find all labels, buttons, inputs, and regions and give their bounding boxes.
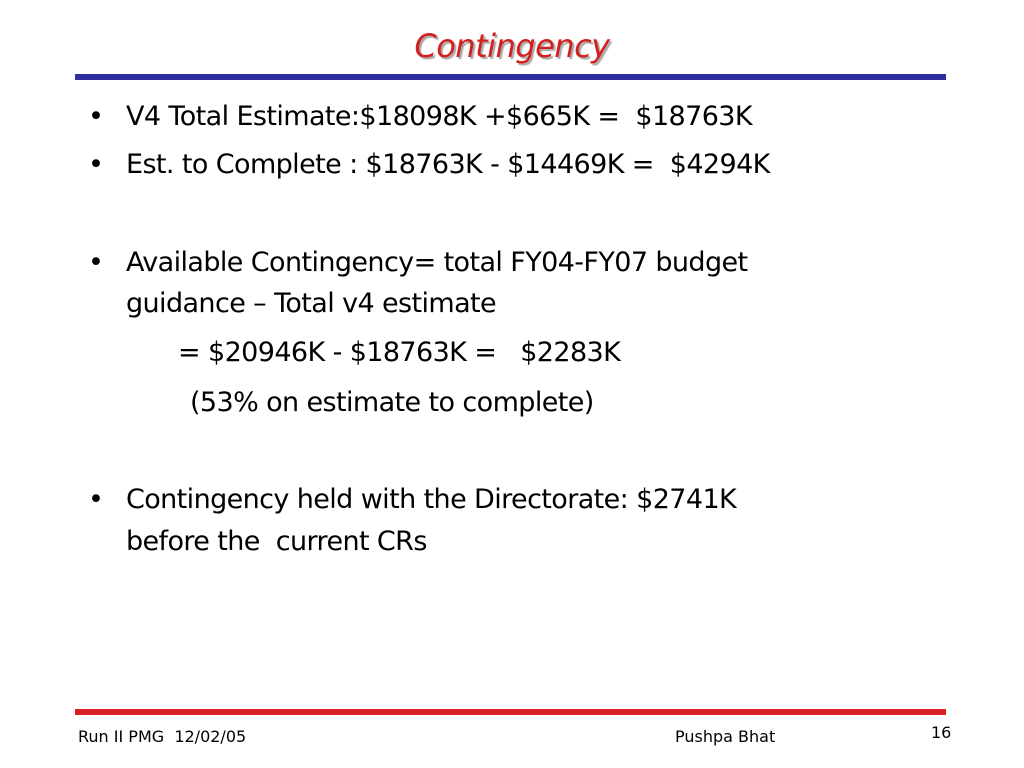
bullet-icon: • bbox=[88, 247, 104, 278]
contingency-percentage-note: (53% on estimate to complete) bbox=[190, 387, 594, 418]
page-number: 16 bbox=[931, 723, 952, 742]
bullet-directorate-contingency: Contingency held with the Directorate: $2741K bbox=[126, 484, 737, 515]
bullet-available-contingency-continuation: guidance – Total v4 estimate bbox=[126, 288, 497, 319]
footer-author: Pushpa Bhat bbox=[675, 727, 776, 746]
footer-meeting-date: Run II PMG 12/02/05 bbox=[78, 727, 247, 746]
bullet-icon: • bbox=[88, 149, 104, 180]
bullet-icon: • bbox=[88, 484, 104, 515]
contingency-calculation: = $20946K - $18763K = $2283K bbox=[178, 337, 621, 368]
slide-title: Contingency bbox=[414, 27, 610, 65]
bullet-directorate-contingency-continuation: before the current CRs bbox=[126, 526, 427, 557]
footer-divider bbox=[75, 709, 946, 715]
bullet-icon: • bbox=[88, 101, 104, 132]
bullet-estimate-to-complete: Est. to Complete : $18763K - $14469K = $4294K bbox=[126, 149, 770, 180]
bullet-total-estimate: V4 Total Estimate:$18098K +$665K = $18763K bbox=[126, 101, 752, 132]
bullet-available-contingency: Available Contingency= total FY04-FY07 budget bbox=[126, 247, 748, 278]
